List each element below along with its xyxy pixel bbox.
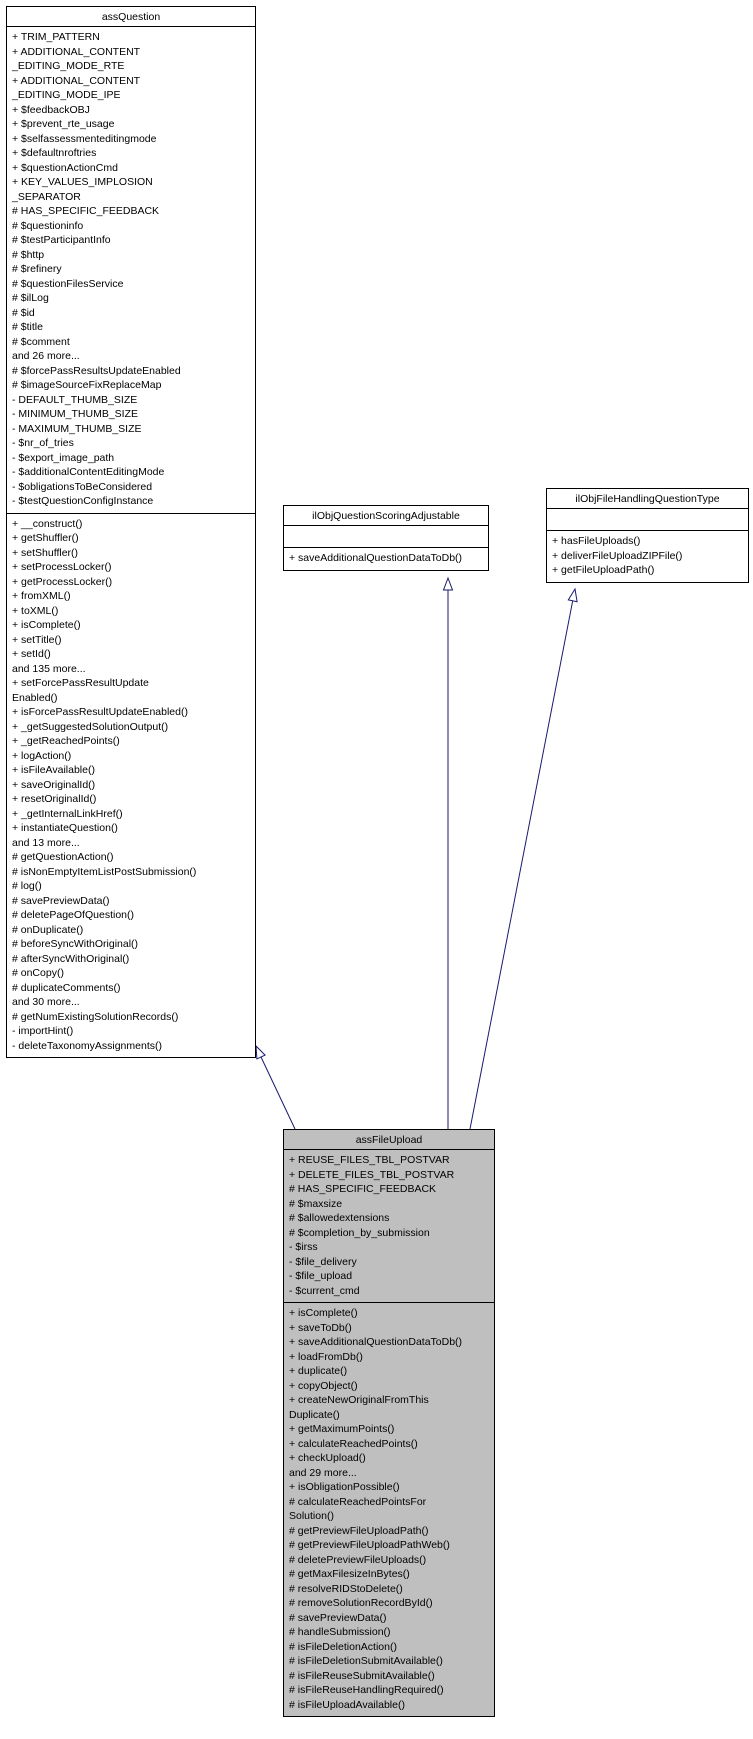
member-line: # getPreviewFileUploadPathWeb() xyxy=(289,1539,450,1551)
member-line: - $file_upload xyxy=(289,1270,353,1282)
member-line: # $refinery xyxy=(12,263,62,275)
member-line: + createNewOriginalFromThis xyxy=(289,1394,429,1406)
class-ilObjFileHandlingQuestionType xyxy=(546,488,749,583)
member-line: - $obligationsToBeConsidered xyxy=(12,480,153,493)
class-ilObjQuestionScoringAdjustable-title: ilObjQuestionScoringAdjustable xyxy=(284,506,488,526)
member-line: + isForcePassResultUpdateEnabled() xyxy=(12,706,188,718)
member-line: # isFileDeletionAction() xyxy=(289,1640,397,1653)
member-line: - $current_cmd xyxy=(289,1284,360,1297)
member-line: # HAS_SPECIFIC_FEEDBACK xyxy=(12,205,160,217)
member-line: - $additionalContentEditingMode xyxy=(12,466,165,478)
member-line: and 13 more... xyxy=(12,836,80,849)
member-line: _SEPARATOR xyxy=(12,190,81,203)
member-line: + logAction() xyxy=(12,749,72,762)
class-ilObjFileHandlingQuestionType-title: ilObjFileHandlingQuestionType xyxy=(547,489,748,509)
member-line: # $maxsize xyxy=(289,1197,343,1210)
member-line: + saveAdditionalQuestionDataToDb() xyxy=(289,1336,463,1348)
member-line: + isFileAvailable() xyxy=(12,764,95,776)
member-line: # log() xyxy=(12,880,42,892)
inheritance-arrowhead-assQuestion xyxy=(256,1046,265,1059)
member-line: # $forcePassResultsUpdateEnabled xyxy=(12,364,181,377)
member-line: and 29 more... xyxy=(289,1466,357,1479)
member-line: # resolveRIDStoDelete() xyxy=(289,1582,403,1595)
member-line: + checkUpload() xyxy=(289,1452,366,1464)
member-line: - deleteTaxonomyAssignments() xyxy=(12,1039,162,1052)
member-line: - $nr_of_tries xyxy=(12,437,74,449)
member-line: + $feedbackOBJ xyxy=(12,103,90,116)
member-line: # removeSolutionRecordById() xyxy=(289,1597,433,1609)
member-line: # savePreviewData() xyxy=(289,1611,387,1624)
member-line: # getMaxFilesizeInBytes() xyxy=(289,1568,410,1580)
inheritance-edge-assQuestion xyxy=(256,1046,295,1129)
member-line: - $testQuestionConfigInstance xyxy=(12,495,154,507)
class-assFileUpload xyxy=(283,1129,495,1717)
class-assFileUpload-methods xyxy=(284,1303,494,1716)
inheritance-arrowhead-ilObjFileHandlingQuestionType xyxy=(568,589,577,602)
class-ilObjFileHandlingQuestionType-attributes xyxy=(547,509,748,531)
member-line: - importHint() xyxy=(12,1025,74,1037)
member-line: # $title xyxy=(12,321,43,333)
class-assFileUpload-title: assFileUpload xyxy=(284,1130,494,1150)
member-line: + copyObject() xyxy=(289,1379,358,1392)
member-line: Solution() xyxy=(289,1510,334,1522)
member-line: # getQuestionAction() xyxy=(12,851,114,863)
class-assQuestion xyxy=(6,6,256,1058)
member-line: + setId() xyxy=(12,648,51,660)
member-line: and 30 more... xyxy=(12,996,80,1008)
member-line: + resetOriginalId() xyxy=(12,793,97,805)
class-ilObjQuestionScoringAdjustable xyxy=(283,505,489,571)
member-line: # isFileUploadAvailable() xyxy=(289,1698,405,1711)
member-line: + getProcessLocker() xyxy=(12,575,113,588)
member-line: + getShuffler() xyxy=(12,532,79,544)
member-line: # $ilLog xyxy=(12,292,49,304)
member-line: + saveOriginalId() xyxy=(12,778,96,791)
member-line: + $selfassessmenteditingmode xyxy=(12,132,157,145)
member-line: _EDITING_MODE_IPE xyxy=(12,89,121,101)
member-line: + hasFileUploads() xyxy=(552,535,641,547)
class-assQuestion-methods xyxy=(7,514,255,1058)
member-line: # getNumExistingSolutionRecords() xyxy=(12,1010,179,1023)
member-line: and 26 more... xyxy=(12,350,80,362)
member-line: - MINIMUM_THUMB_SIZE xyxy=(12,408,138,420)
member-line: # afterSyncWithOriginal() xyxy=(12,952,130,965)
member-line: + duplicate() xyxy=(289,1365,348,1377)
member-line: + REUSE_FILES_TBL_POSTVAR xyxy=(289,1154,450,1166)
member-line: # getPreviewFileUploadPath() xyxy=(289,1524,429,1537)
member-line: # duplicateComments() xyxy=(12,981,121,994)
class-assFileUpload-attributes xyxy=(284,1150,494,1303)
member-line: + saveAdditionalQuestionDataToDb() xyxy=(289,552,463,564)
member-line: # isFileReuseHandlingRequired() xyxy=(289,1684,444,1696)
member-line: # onCopy() xyxy=(12,967,64,979)
member-line: Enabled() xyxy=(12,691,58,704)
inheritance-edge-ilObjQuestionScoringAdjustable xyxy=(444,578,453,1129)
member-line: + instantiateQuestion() xyxy=(12,822,118,834)
member-line: + _getSuggestedSolutionOutput() xyxy=(12,720,169,733)
class-assQuestion-title: assQuestion xyxy=(7,7,255,27)
member-line: # $http xyxy=(12,248,45,261)
member-line: # HAS_SPECIFIC_FEEDBACK xyxy=(289,1183,437,1195)
member-line: # $testParticipantInfo xyxy=(12,234,111,246)
member-line: and 135 more... xyxy=(12,662,86,675)
inheritance-edge-ilObjFileHandlingQuestionType xyxy=(470,589,577,1129)
member-line: + $prevent_rte_usage xyxy=(12,118,115,130)
member-line: + $defaultnroftries xyxy=(12,147,97,159)
member-line: + setShuffler() xyxy=(12,546,79,559)
inheritance-arrowhead-ilObjQuestionScoringAdjustable xyxy=(444,578,453,590)
member-line: + loadFromDb() xyxy=(289,1350,363,1363)
member-line: + isObligationPossible() xyxy=(289,1481,400,1493)
member-line: # $id xyxy=(12,306,35,319)
member-line: + setForcePassResultUpdate xyxy=(12,677,149,689)
member-line: - $irss xyxy=(289,1241,318,1253)
member-line: + isComplete() xyxy=(12,619,81,631)
member-line: # isFileReuseSubmitAvailable() xyxy=(289,1669,435,1682)
member-line: + setProcessLocker() xyxy=(12,561,112,573)
member-line: # $comment xyxy=(12,335,70,348)
member-line: - MAXIMUM_THUMB_SIZE xyxy=(12,422,142,435)
class-ilObjFileHandlingQuestionType-methods xyxy=(547,531,748,582)
member-line: + KEY_VALUES_IMPLOSION xyxy=(12,176,153,188)
member-line: # $questionFilesService xyxy=(12,277,124,290)
member-line: + toXML() xyxy=(12,604,59,617)
member-line: + deliverFileUploadZIPFile() xyxy=(552,549,683,562)
member-line: Duplicate() xyxy=(289,1408,340,1421)
member-line: # onDuplicate() xyxy=(12,923,84,936)
member-line: + fromXML() xyxy=(12,590,71,602)
class-assQuestion-attributes xyxy=(7,27,255,514)
member-line: # handleSubmission() xyxy=(289,1626,391,1638)
member-line: # beforeSyncWithOriginal() xyxy=(12,938,139,950)
member-line: - $export_image_path xyxy=(12,451,115,464)
member-line: # calculateReachedPointsFor xyxy=(289,1495,427,1508)
member-line: + TRIM_PATTERN xyxy=(12,31,100,43)
member-line: # deletePageOfQuestion() xyxy=(12,909,134,921)
member-line: # $imageSourceFixReplaceMap xyxy=(12,379,162,391)
member-line: # $allowedextensions xyxy=(289,1212,390,1224)
class-ilObjQuestionScoringAdjustable-methods xyxy=(284,548,488,570)
member-line: + _getReachedPoints() xyxy=(12,735,120,747)
member-line: _EDITING_MODE_RTE xyxy=(12,60,125,72)
member-line: + $questionActionCmd xyxy=(12,161,118,174)
member-line: - DEFAULT_THUMB_SIZE xyxy=(12,393,138,406)
member-line: + DELETE_FILES_TBL_POSTVAR xyxy=(289,1168,455,1181)
member-line: + _getInternalLinkHref() xyxy=(12,807,123,820)
member-line: + isComplete() xyxy=(289,1307,358,1319)
member-line: + getMaximumPoints() xyxy=(289,1423,395,1435)
member-line: # isNonEmptyItemListPostSubmission() xyxy=(12,865,197,878)
member-line: - $file_delivery xyxy=(289,1255,357,1268)
member-line: + __construct() xyxy=(12,517,83,530)
member-line: # $completion_by_submission xyxy=(289,1226,430,1239)
member-line: + setTitle() xyxy=(12,633,62,646)
member-line: # isFileDeletionSubmitAvailable() xyxy=(289,1655,443,1667)
member-line: + ADDITIONAL_CONTENT xyxy=(12,45,141,58)
member-line: + saveToDb() xyxy=(289,1321,352,1334)
member-line: # savePreviewData() xyxy=(12,894,110,907)
member-line: + getFileUploadPath() xyxy=(552,564,655,576)
member-line: + ADDITIONAL_CONTENT xyxy=(12,74,141,87)
member-line: # deletePreviewFileUploads() xyxy=(289,1553,427,1566)
member-line: # $questioninfo xyxy=(12,219,84,232)
class-ilObjQuestionScoringAdjustable-attributes xyxy=(284,526,488,548)
member-line: + calculateReachedPoints() xyxy=(289,1437,418,1450)
